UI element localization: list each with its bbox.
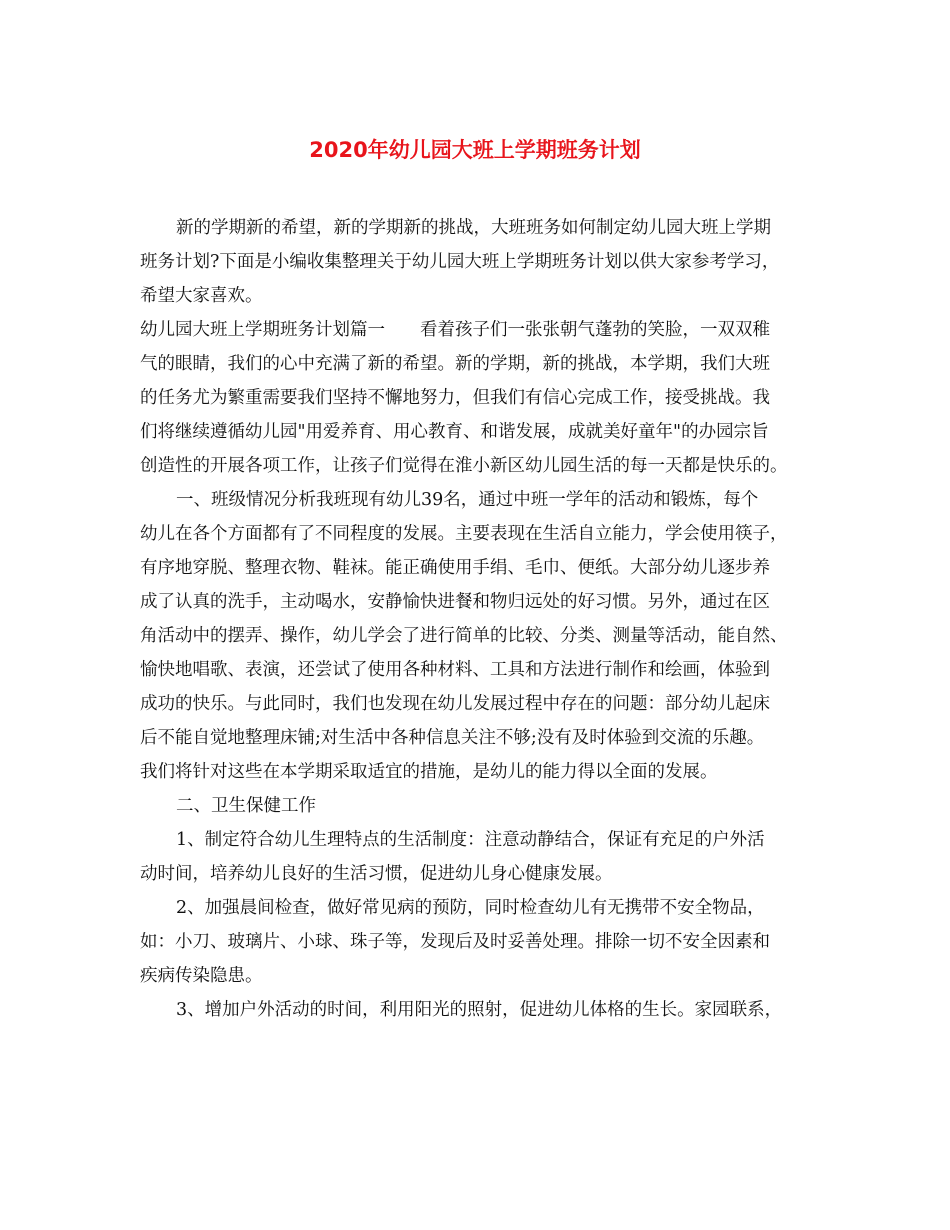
text-line: 成功的快乐。与此同时，我们也发现在幼儿发展过程中存在的问题：部分幼儿起床 [140,694,770,714]
text-line: 如：小刀、玻璃片、小球、珠子等，发现后及时妥善处理。排除一切不安全因素和 [140,932,770,952]
text-line: 幼儿在各个方面都有了不同程度的发展。主要表现在生活自立能力，学会使用筷子， [140,524,788,544]
text-line: 疾病传染隐患。 [140,966,263,986]
text-line: 我们将针对这些在本学期采取适宜的措施，是幼儿的能力得以全面的发展。 [140,762,718,782]
text-line: 创造性的开展各项工作，让孩子们觉得在淮小新区幼儿园生活的每一天都是快乐的。 [140,456,788,476]
text-line: 愉快地唱歌、表演，还尝试了使用各种材料、工具和方法进行制作和绘画，体验到 [140,660,770,680]
document-body [140,211,814,1027]
text-line: 3、增加户外活动的时间，利用阳光的照射，促进幼儿体格的生长。家园联系， [176,1000,783,1020]
text-line: 有序地穿脱、整理衣物、鞋袜。能正确使用手绢、毛巾、便纸。大部分幼儿逐步养 [140,558,770,578]
text-line: 们将继续遵循幼儿园"用爱养育、用心教育、和谐发展，成就美好童年"的办园宗旨 [140,422,769,442]
text-line: 希望大家喜欢。 [140,286,263,306]
text-line: 2、加强晨间检查，做好常见病的预防，同时检查幼儿有无携带不安全物品， [176,898,765,918]
text-line: 一、班级情况分析我班现有幼儿39名，通过中班一学年的活动和锻炼，每个 [176,490,759,510]
text-line: 的任务尤为繁重需要我们坚持不懈地努力，但我们有信心完成工作，接受挑战。我 [140,388,770,408]
text-line: 角活动中的摆弄、操作，幼儿学会了进行简单的比较、分类、测量等活动，能自然、 [140,626,788,646]
text-line: 气的眼睛，我们的心中充满了新的希望。新的学期，新的挑战，本学期，我们大班 [140,354,770,374]
text-line: 动时间，培养幼儿良好的生活习惯，促进幼儿身心健康发展。 [140,864,613,884]
text-line: 后不能自觉地整理床铺;对生活中各种信息关注不够;没有及时体验到交流的乐趣。 [140,728,765,748]
text-line: 二、卫生保健工作 [176,796,316,816]
text-line: 1、制定符合幼儿生理特点的生活制度：注意动静结合，保证有充足的户外活 [176,830,765,850]
document-title: 2020年幼儿园大班上学期班务计划 [309,138,641,162]
text-line: 成了认真的洗手，主动喝水，安静愉快进餐和物归远处的好习惯。另外，通过在区 [140,592,770,612]
text-line: 幼儿园大班上学期班务计划篇一 看着孩子们一张张朝气蓬勃的笑脸，一双双稚 [140,320,770,340]
text-line: 新的学期新的希望，新的学期新的挑战，大班班务如何制定幼儿园大班上学期 [176,218,771,238]
text-line: 班务计划?下面是小编收集整理关于幼儿园大班上学期班务计划以供大家参考学习， [140,252,780,272]
